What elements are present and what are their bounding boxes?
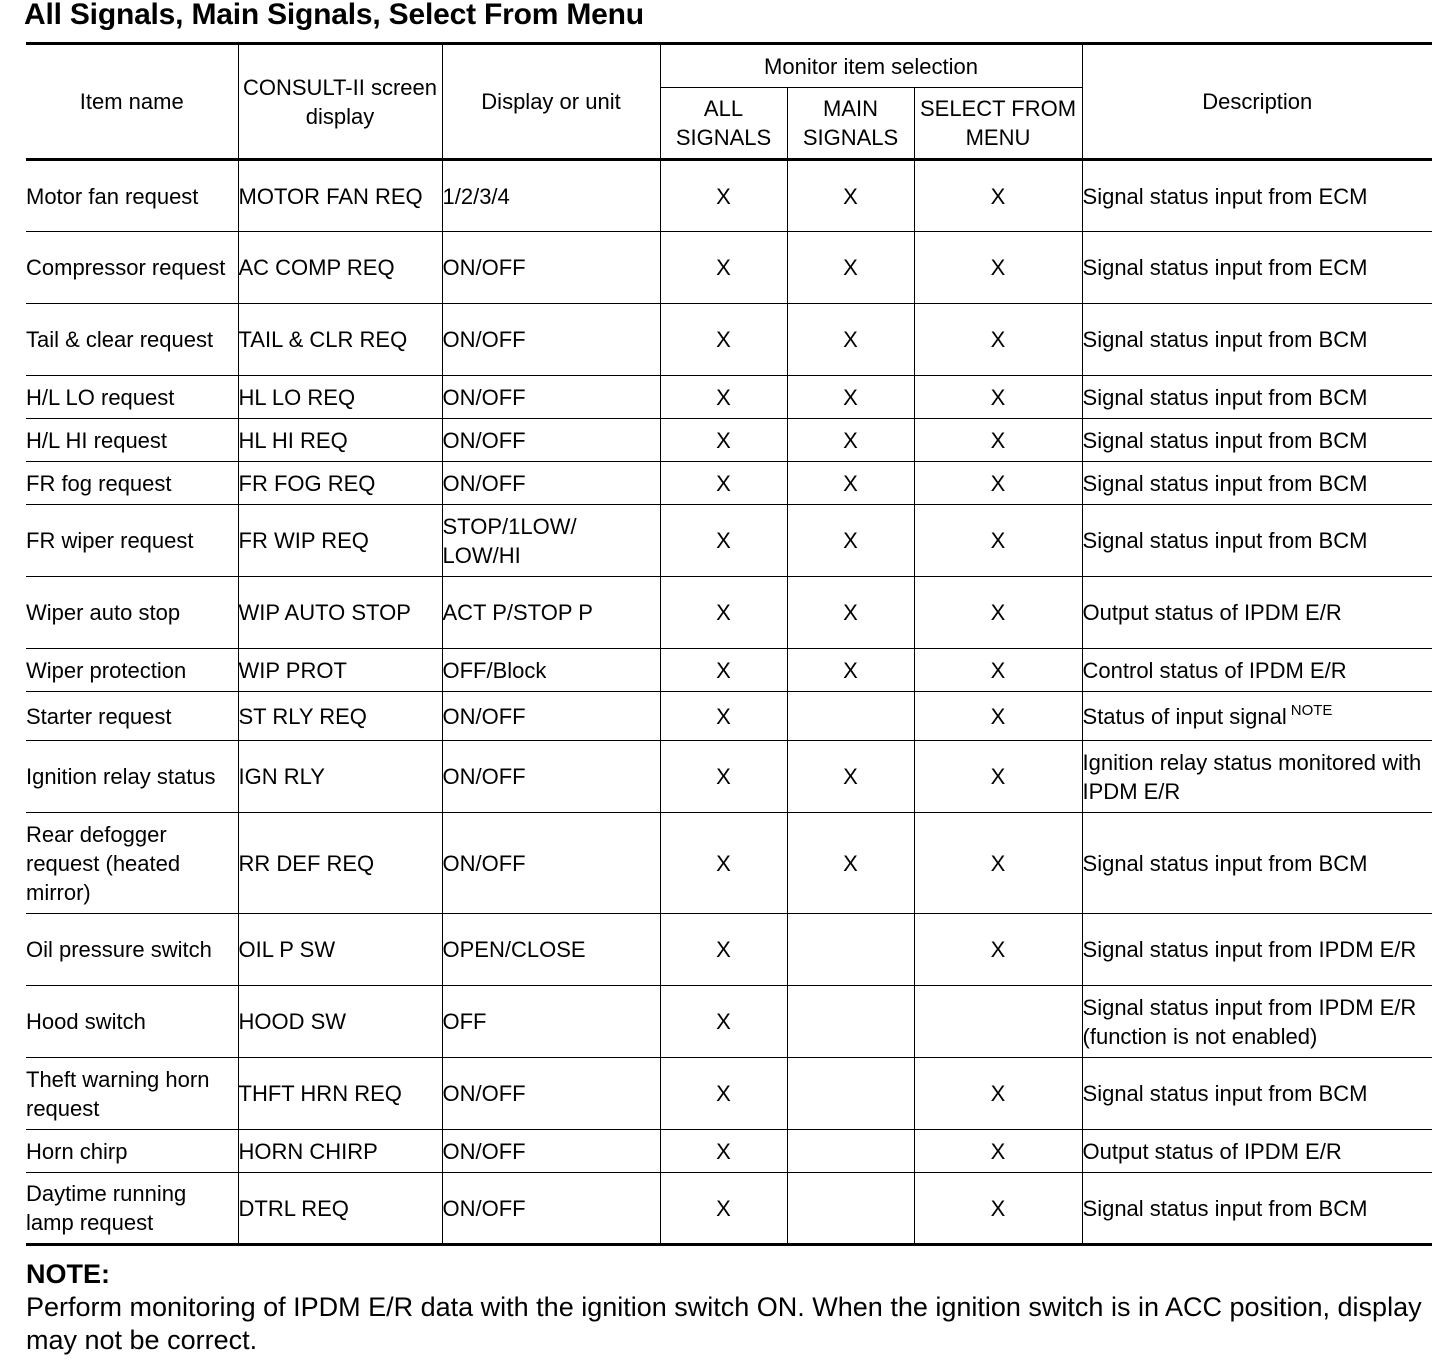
- select-from-menu-cell-text: X: [990, 255, 1006, 280]
- item-name-cell-text: Motor fan request: [26, 183, 199, 209]
- select-from-menu-cell: [914, 1130, 1082, 1173]
- item-name-cell: [26, 1173, 238, 1245]
- table-row: [26, 505, 1432, 577]
- description-cell-text: Signal status input from BCM: [1082, 1195, 1368, 1221]
- item-name-cell-text: Hood switch: [26, 1009, 146, 1034]
- all-signals-cell: [660, 692, 787, 741]
- select-from-menu-cell: [914, 1058, 1082, 1130]
- note-superscript: NOTE: [1290, 701, 1333, 719]
- consult-display-cell: [238, 419, 442, 462]
- table-row: [26, 692, 1432, 741]
- item-name-cell-text: Oil pressure switch: [26, 937, 212, 962]
- all-signals-cell-text: X: [716, 1138, 731, 1164]
- description-cell: [1082, 692, 1432, 741]
- select-from-menu-cell: [914, 986, 1082, 1058]
- display-unit-cell-text: ON/OFF: [442, 255, 526, 280]
- display-unit-cell-text: 1/2/3/4: [442, 183, 510, 209]
- main-signals-cell: [787, 1173, 914, 1245]
- description-cell: [1082, 649, 1432, 692]
- consult-display-cell-text: DTRL REQ: [238, 1195, 349, 1221]
- table-row: [26, 419, 1432, 462]
- all-signals-cell-text: X: [716, 183, 731, 209]
- display-unit-cell: [442, 1130, 660, 1173]
- display-unit-cell: [442, 1058, 660, 1130]
- display-unit-cell: [442, 986, 660, 1058]
- header-row-top: [26, 44, 1432, 88]
- display-unit-cell-text: STOP/1LOW/ LOW/HI: [442, 513, 577, 568]
- main-signals-cell: [787, 160, 914, 232]
- all-signals-cell: [660, 462, 787, 505]
- description-cell-text: Signal status input from BCM: [1082, 850, 1368, 876]
- display-unit-cell-text: OFF: [442, 1009, 487, 1034]
- all-signals-cell: [660, 160, 787, 232]
- main-signals-cell-text: X: [843, 327, 858, 352]
- select-from-menu-cell-text: X: [990, 937, 1006, 962]
- consult-display-cell-text: FR WIP REQ: [238, 528, 369, 553]
- consult-display-cell: [238, 692, 442, 741]
- table-row: [26, 304, 1432, 376]
- display-unit-cell-text: ON/OFF: [442, 850, 526, 876]
- item-name-cell: [26, 462, 238, 505]
- item-name-cell: [26, 419, 238, 462]
- consult-display-cell: [238, 914, 442, 986]
- select-from-menu-cell: [914, 914, 1082, 986]
- select-from-menu-cell-text: X: [990, 327, 1006, 352]
- all-signals-cell: [660, 376, 787, 419]
- consult-display-cell-text: THFT HRN REQ: [238, 1081, 402, 1106]
- select-from-menu-cell-text: X: [990, 528, 1006, 553]
- display-unit-cell-text: ON/OFF: [442, 427, 526, 453]
- display-unit-cell: [442, 692, 660, 741]
- display-unit-cell-text: ON/OFF: [442, 1081, 526, 1106]
- consult-display-cell-text: WIP AUTO STOP: [238, 600, 411, 625]
- item-name-cell-text: Ignition relay status: [26, 764, 216, 789]
- consult-display-cell: [238, 160, 442, 232]
- main-signals-cell: [787, 914, 914, 986]
- all-signals-cell: [660, 914, 787, 986]
- all-signals-cell-text: X: [716, 470, 731, 496]
- table-body: [26, 160, 1432, 1245]
- item-name-cell: [26, 232, 238, 304]
- table-row: [26, 741, 1432, 813]
- table-row: [26, 1130, 1432, 1173]
- consult-display-cell-text: IGN RLY: [238, 764, 325, 789]
- main-signals-cell: [787, 505, 914, 577]
- item-name-cell-text: FR fog request: [26, 470, 172, 496]
- all-signals-cell: [660, 986, 787, 1058]
- select-from-menu-cell-text: X: [990, 850, 1006, 876]
- description-cell: [1082, 1058, 1432, 1130]
- all-signals-cell: [660, 813, 787, 914]
- item-name-cell-text: Rear defogger request (heated mirror): [26, 821, 181, 905]
- consult-display-cell: [238, 505, 442, 577]
- header-monitor-item-selection: Monitor item selection: [660, 44, 1082, 88]
- description-cell-text: Signal status input from BCM: [1082, 384, 1368, 410]
- display-unit-cell: [442, 577, 660, 649]
- table-row: [26, 577, 1432, 649]
- select-from-menu-cell: [914, 1173, 1082, 1245]
- description-cell: [1082, 160, 1432, 232]
- display-unit-cell-text: OFF/Block: [442, 657, 547, 683]
- select-from-menu-cell: [914, 304, 1082, 376]
- all-signals-cell-text: X: [716, 255, 731, 280]
- display-unit-cell: [442, 160, 660, 232]
- description-cell-text: Ignition relay status monitored with IPDM E/R: [1082, 749, 1422, 804]
- all-signals-cell-text: X: [716, 937, 731, 962]
- all-signals-cell: [660, 304, 787, 376]
- header-main-signals: MAIN SIGNALS: [787, 88, 914, 160]
- display-unit-cell: [442, 505, 660, 577]
- consult-display-cell-text: AC COMP REQ: [238, 255, 395, 280]
- item-name-cell: [26, 1058, 238, 1130]
- consult-display-cell: [238, 376, 442, 419]
- consult-display-cell-text: HOOD SW: [238, 1009, 347, 1034]
- main-signals-cell-text: X: [843, 470, 858, 496]
- main-signals-cell-text: X: [843, 657, 858, 683]
- main-signals-cell-text: X: [843, 427, 858, 453]
- main-signals-cell: [787, 419, 914, 462]
- select-from-menu-cell-text: X: [990, 427, 1006, 453]
- description-cell: [1082, 1173, 1432, 1245]
- main-signals-cell: [787, 813, 914, 914]
- description-cell-text: Output status of IPDM E/R: [1082, 600, 1342, 625]
- display-unit-cell-text: ACT P/STOP P: [442, 600, 593, 625]
- display-unit-cell-text: ON/OFF: [442, 703, 526, 729]
- description-cell-text: Status of input signal: [1082, 703, 1287, 729]
- main-signals-cell: [787, 649, 914, 692]
- header-description: Description: [1082, 44, 1432, 160]
- main-signals-cell: [787, 462, 914, 505]
- description-cell-text: Signal status input from IPDM E/R: [1082, 937, 1417, 962]
- select-from-menu-cell: [914, 505, 1082, 577]
- description-cell-text: Control status of IPDM E/R: [1082, 657, 1347, 683]
- select-from-menu-cell-text: X: [990, 183, 1006, 209]
- all-signals-cell: [660, 741, 787, 813]
- item-name-cell: [26, 160, 238, 232]
- display-unit-cell: [442, 419, 660, 462]
- item-name-cell: [26, 813, 238, 914]
- note-title: NOTE:: [26, 1259, 110, 1289]
- description-cell: [1082, 232, 1432, 304]
- table-row: [26, 914, 1432, 986]
- description-cell-text: Signal status input from BCM: [1082, 470, 1368, 496]
- header-select-from-menu: SELECT FROM MENU: [914, 88, 1082, 160]
- consult-display-cell: [238, 649, 442, 692]
- display-unit-cell: [442, 232, 660, 304]
- consult-display-cell-text: TAIL & CLR REQ: [238, 327, 408, 352]
- item-name-cell-text: Daytime running lamp request: [26, 1181, 187, 1235]
- table-row: [26, 1058, 1432, 1130]
- display-unit-cell: [442, 914, 660, 986]
- consult-display-cell-text: WIP PROT: [238, 657, 347, 683]
- page-title: All Signals, Main Signals, Select From Menu: [24, 0, 644, 31]
- item-name-cell-text: Tail & clear request: [26, 327, 214, 352]
- main-signals-cell-text: X: [843, 600, 858, 625]
- select-from-menu-cell: [914, 160, 1082, 232]
- display-unit-cell: [442, 376, 660, 419]
- select-from-menu-cell-text: X: [990, 657, 1006, 683]
- all-signals-cell-text: X: [716, 327, 731, 352]
- all-signals-cell: [660, 232, 787, 304]
- consult-display-cell-text: OIL P SW: [238, 937, 336, 962]
- table-row: [26, 462, 1432, 505]
- select-from-menu-cell-text: X: [990, 764, 1006, 789]
- consult-display-cell: [238, 304, 442, 376]
- item-name-cell-text: Starter request: [26, 703, 172, 729]
- table-row: [26, 813, 1432, 914]
- consult-display-cell: [238, 1173, 442, 1245]
- table-row: [26, 986, 1432, 1058]
- description-cell: [1082, 914, 1432, 986]
- all-signals-cell: [660, 1130, 787, 1173]
- display-unit-cell-text: ON/OFF: [442, 470, 526, 496]
- all-signals-cell-text: X: [716, 850, 731, 876]
- select-from-menu-cell-text: X: [990, 1195, 1006, 1221]
- item-name-cell-text: Wiper auto stop: [26, 600, 181, 625]
- consult-display-cell: [238, 741, 442, 813]
- main-signals-cell-text: X: [843, 850, 858, 876]
- note-block: [26, 1258, 1446, 1357]
- all-signals-cell-text: X: [716, 528, 731, 553]
- select-from-menu-cell-text: X: [990, 1138, 1006, 1164]
- main-signals-cell: [787, 376, 914, 419]
- table-row: [26, 232, 1432, 304]
- select-from-menu-cell: [914, 813, 1082, 914]
- main-signals-cell-text: X: [843, 764, 858, 789]
- item-name-cell: [26, 376, 238, 419]
- all-signals-cell-text: X: [716, 384, 731, 410]
- display-unit-cell-text: ON/OFF: [442, 384, 526, 410]
- description-cell-text: Output status of IPDM E/R: [1082, 1138, 1342, 1164]
- table-row: [26, 160, 1432, 232]
- main-signals-cell-text: X: [843, 528, 858, 553]
- table-row: [26, 1173, 1432, 1245]
- main-signals-cell-text: X: [843, 384, 858, 410]
- main-signals-cell: [787, 304, 914, 376]
- display-unit-cell-text: ON/OFF: [442, 1195, 526, 1221]
- description-cell: [1082, 505, 1432, 577]
- description-cell-text: Signal status input from ECM: [1082, 183, 1368, 209]
- main-signals-cell: [787, 577, 914, 649]
- consult-display-cell-text: HL HI REQ: [238, 427, 348, 453]
- select-from-menu-cell: [914, 232, 1082, 304]
- item-name-cell: [26, 986, 238, 1058]
- select-from-menu-cell-text: X: [990, 384, 1006, 410]
- all-signals-cell: [660, 505, 787, 577]
- select-from-menu-cell-text: X: [990, 1081, 1006, 1106]
- header-consult-display: CONSULT-II screen display: [238, 44, 442, 160]
- select-from-menu-cell: [914, 577, 1082, 649]
- all-signals-cell: [660, 577, 787, 649]
- description-cell: [1082, 741, 1432, 813]
- main-signals-cell: [787, 1058, 914, 1130]
- consult-display-cell: [238, 813, 442, 914]
- consult-display-cell: [238, 986, 442, 1058]
- header-item-name: Item name: [26, 44, 238, 160]
- display-unit-cell-text: OPEN/CLOSE: [442, 937, 586, 962]
- display-unit-cell: [442, 1173, 660, 1245]
- main-signals-cell: [787, 232, 914, 304]
- item-name-cell: [26, 692, 238, 741]
- display-unit-cell-text: ON/OFF: [442, 1138, 526, 1164]
- item-name-cell-text: H/L LO request: [26, 384, 175, 410]
- main-signals-cell: [787, 692, 914, 741]
- main-signals-cell: [787, 1130, 914, 1173]
- select-from-menu-cell: [914, 462, 1082, 505]
- display-unit-cell: [442, 813, 660, 914]
- all-signals-cell: [660, 649, 787, 692]
- item-name-cell-text: H/L HI request: [26, 427, 168, 453]
- all-signals-cell-text: X: [716, 600, 731, 625]
- item-name-cell-text: Wiper protection: [26, 657, 187, 683]
- display-unit-cell: [442, 304, 660, 376]
- consult-display-cell-text: ST RLY REQ: [238, 703, 367, 729]
- description-cell: [1082, 986, 1432, 1058]
- description-cell: [1082, 304, 1432, 376]
- select-from-menu-cell-text: X: [990, 703, 1006, 729]
- description-cell: [1082, 1130, 1432, 1173]
- description-cell-text: Signal status input from BCM: [1082, 1081, 1368, 1106]
- table-row: [26, 376, 1432, 419]
- item-name-cell: [26, 577, 238, 649]
- all-signals-cell-text: X: [716, 703, 731, 729]
- item-name-cell: [26, 505, 238, 577]
- description-cell-text: Signal status input from ECM: [1082, 255, 1368, 280]
- main-signals-cell: [787, 986, 914, 1058]
- item-name-cell: [26, 741, 238, 813]
- select-from-menu-cell: [914, 419, 1082, 462]
- item-name-cell: [26, 914, 238, 986]
- display-unit-cell: [442, 741, 660, 813]
- display-unit-cell: [442, 462, 660, 505]
- consult-display-cell-text: HL LO REQ: [238, 384, 356, 410]
- item-name-cell-text: Horn chirp: [26, 1138, 128, 1164]
- description-cell-text: Signal status input from BCM: [1082, 427, 1368, 453]
- display-unit-cell-text: ON/OFF: [442, 764, 526, 789]
- item-name-cell: [26, 304, 238, 376]
- all-signals-cell-text: X: [716, 764, 731, 789]
- header-display-unit: Display or unit: [442, 44, 660, 160]
- consult-display-cell-text: HORN CHIRP: [238, 1138, 378, 1164]
- main-signals-cell: [787, 741, 914, 813]
- description-cell: [1082, 419, 1432, 462]
- display-unit-cell-text: ON/OFF: [442, 327, 526, 352]
- all-signals-cell: [660, 1173, 787, 1245]
- display-unit-cell: [442, 649, 660, 692]
- all-signals-cell: [660, 419, 787, 462]
- consult-display-cell: [238, 1058, 442, 1130]
- item-name-cell-text: Compressor request: [26, 255, 226, 280]
- item-name-cell: [26, 649, 238, 692]
- all-signals-cell-text: X: [716, 1195, 731, 1221]
- item-name-cell: [26, 1130, 238, 1173]
- select-from-menu-cell: [914, 649, 1082, 692]
- description-cell: [1082, 813, 1432, 914]
- all-signals-cell: [660, 1058, 787, 1130]
- item-name-cell-text: FR wiper request: [26, 528, 194, 553]
- consult-display-cell: [238, 577, 442, 649]
- description-cell-text: Signal status input from BCM: [1082, 327, 1368, 352]
- main-signals-cell-text: X: [843, 255, 858, 280]
- select-from-menu-cell: [914, 376, 1082, 419]
- note-text: Perform monitoring of IPDM E/R data with the ignition switch ON. When the ignition switch is in ACC position, display may not be correct.: [26, 1292, 1422, 1355]
- main-signals-cell-text: X: [843, 183, 858, 209]
- select-from-menu-cell: [914, 692, 1082, 741]
- description-cell: [1082, 376, 1432, 419]
- table-row: [26, 649, 1432, 692]
- description-cell-text: Signal status input from BCM: [1082, 528, 1368, 553]
- description-cell-text: Signal status input from IPDM E/R (function is not enabled): [1082, 994, 1417, 1049]
- description-cell: [1082, 577, 1432, 649]
- consult-display-cell: [238, 1130, 442, 1173]
- all-signals-cell-text: X: [716, 657, 731, 683]
- select-from-menu-cell-text: X: [990, 470, 1006, 496]
- consult-display-cell-text: MOTOR FAN REQ: [238, 183, 423, 209]
- item-name-cell-text: Theft warning horn request: [26, 1066, 210, 1121]
- select-from-menu-cell-text: X: [990, 600, 1006, 625]
- header-all-signals: ALL SIGNALS: [660, 88, 787, 160]
- select-from-menu-cell: [914, 741, 1082, 813]
- consult-display-cell: [238, 232, 442, 304]
- description-cell: [1082, 462, 1432, 505]
- all-signals-cell-text: X: [716, 427, 731, 453]
- all-signals-cell-text: X: [716, 1009, 731, 1034]
- consult-display-cell-text: FR FOG REQ: [238, 470, 376, 496]
- consult-display-cell: [238, 462, 442, 505]
- consult-display-cell-text: RR DEF REQ: [238, 850, 375, 876]
- all-signals-cell-text: X: [716, 1081, 731, 1106]
- signals-table: [26, 42, 1432, 1246]
